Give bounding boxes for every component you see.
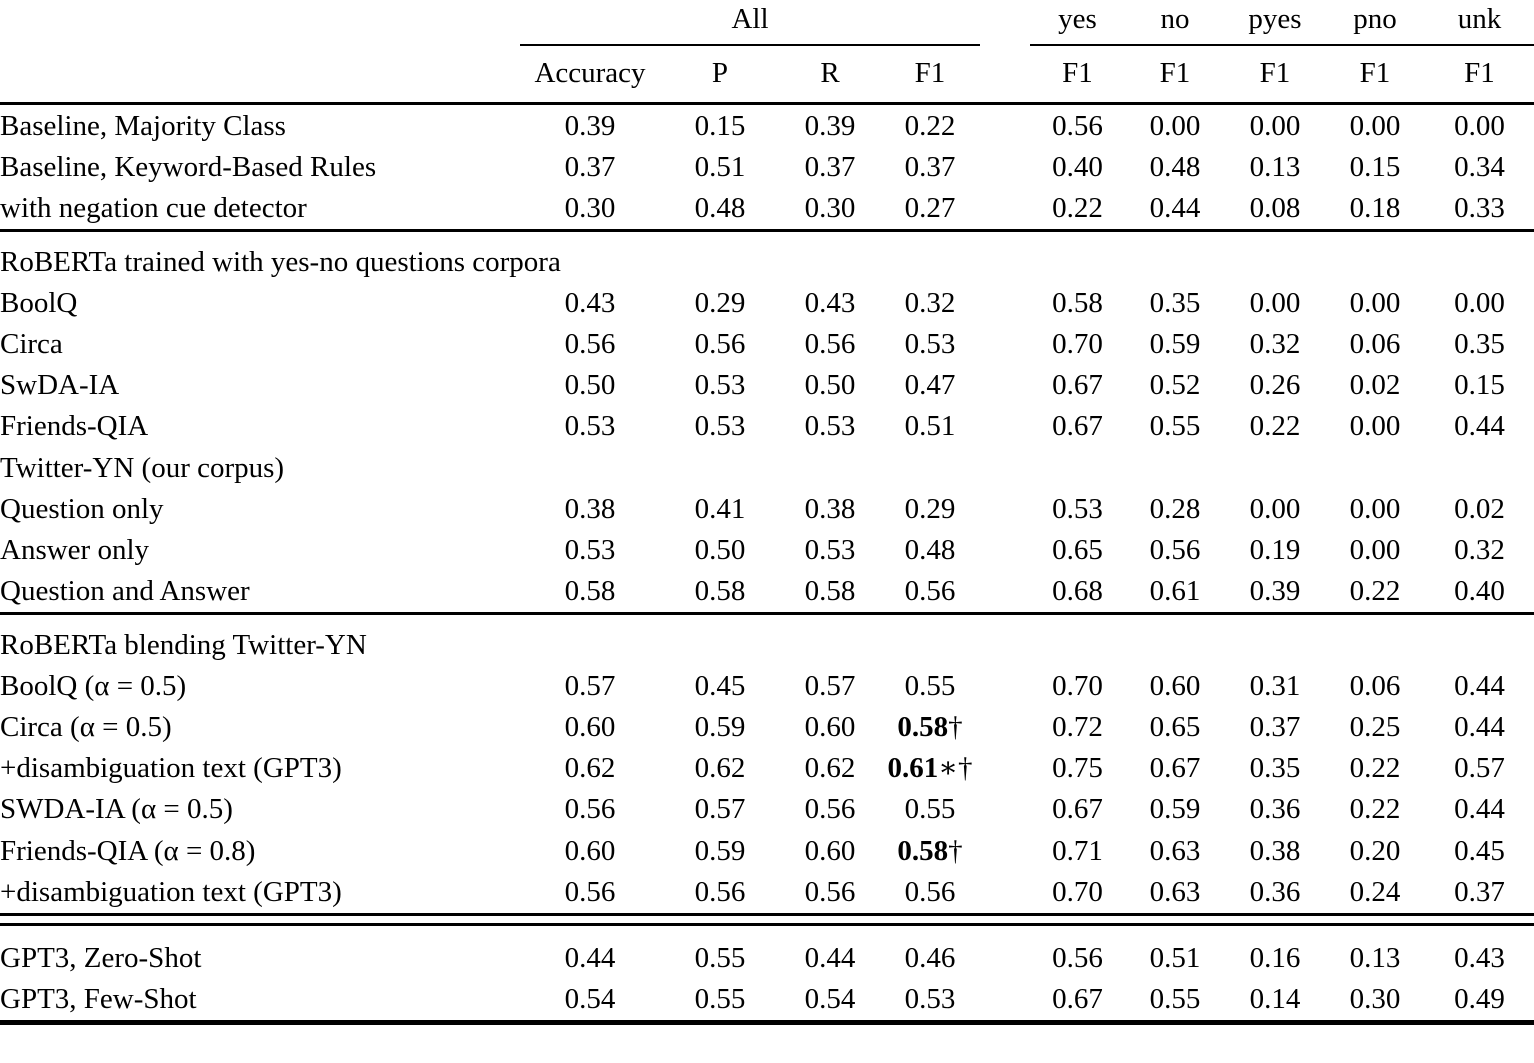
metric-cell: 0.13	[1249, 151, 1301, 184]
metric-cell: 0.53	[564, 410, 616, 443]
metric-cell: 0.22	[904, 109, 956, 142]
empty-corner-cell	[0, 0, 520, 45]
metric-cell: 0.00	[1454, 109, 1505, 142]
metric-cell: 0.37	[904, 151, 956, 184]
section-label: Twitter-YN (our corpus)	[0, 451, 285, 484]
metric-cell: 0.15	[694, 109, 746, 142]
row-label: Baseline, Majority Class	[0, 109, 286, 142]
metric-cell: 0.27	[904, 192, 956, 225]
sub-header-row	[0, 45, 1534, 104]
metric-cell: 0.61	[1149, 575, 1201, 608]
metric-cell: 0.00	[1349, 410, 1401, 443]
metric-cell: 0.37	[1454, 875, 1505, 908]
metric-cell: 0.00	[1349, 492, 1401, 525]
metric-cell: 0.71	[1052, 834, 1103, 867]
metric-cell: 0.65	[1149, 711, 1201, 743]
metric-cell: 0.44	[804, 942, 856, 975]
metric-cell: 0.15	[1349, 151, 1401, 184]
metric-cell: 0.58	[1052, 286, 1103, 319]
col-header-recall: R	[780, 45, 880, 104]
column-gap	[980, 789, 1030, 830]
row-label: GPT3, Zero-Shot	[0, 942, 202, 975]
metric-cell: 0.00	[1149, 109, 1201, 142]
section-divider	[0, 614, 1534, 625]
column-gap	[980, 188, 1030, 231]
metric-cell: 0.70	[1052, 875, 1103, 908]
table-row	[0, 979, 1534, 1023]
table-row	[0, 147, 1534, 188]
metric-cell: 0.57	[1454, 752, 1505, 785]
double-divider	[0, 914, 1534, 924]
metric-cell: 0.53	[804, 534, 856, 567]
metric-cell: 0.60	[804, 834, 856, 867]
column-gap	[980, 324, 1030, 365]
table-row	[0, 871, 1534, 914]
metric-cell: 0.30	[804, 192, 856, 225]
column-gap	[980, 571, 1030, 614]
table-row	[0, 789, 1534, 830]
metric-cell: 0.56	[904, 575, 956, 608]
metric-cell: 0.56	[804, 793, 856, 826]
metric-cell: 0.60	[804, 711, 856, 743]
group-header-all: All	[520, 0, 980, 45]
metric-cell: 0.53	[1052, 492, 1103, 525]
section-divider	[0, 231, 1534, 242]
metric-cell: 0.44	[1454, 669, 1505, 702]
metric-cell: 0.55	[904, 793, 956, 826]
col-header-f1-pyes: F1	[1225, 45, 1325, 104]
metric-cell: 0.30	[1349, 983, 1401, 1016]
metric-cell: 0.60	[564, 834, 616, 867]
metric-cell: 0.44	[564, 942, 616, 975]
metric-cell: 0.44	[1454, 711, 1505, 743]
metric-cell: 0.00	[1249, 286, 1301, 319]
metric-cell: 0.38	[564, 492, 616, 525]
metric-cell: 0.19	[1249, 534, 1301, 567]
table-header	[0, 0, 1534, 104]
row-label: BoolQ	[0, 286, 78, 319]
metric-cell: 0.53	[904, 983, 956, 1016]
row-label: SWDA-IA (α = 0.5)	[0, 793, 233, 826]
metric-cell: 0.55	[904, 669, 956, 702]
table-row	[0, 571, 1534, 614]
metric-cell: 0.63	[1149, 875, 1201, 908]
metric-cell: 0.45	[1454, 834, 1505, 867]
metric-cell: 0.40	[1454, 575, 1505, 608]
metric-cell: 0.53	[694, 410, 746, 443]
col-header-f1-yes: F1	[1030, 45, 1125, 104]
metric-cell: 0.22	[1349, 793, 1401, 826]
group-header-pno: pno	[1325, 0, 1425, 45]
metric-cell: 0.00	[1349, 534, 1401, 567]
metric-cell: 0.50	[564, 369, 616, 402]
metric-cell: 0.60	[1149, 669, 1201, 702]
group-header-pyes: pyes	[1225, 0, 1325, 45]
metric-cell: 0.75	[1052, 752, 1103, 785]
section-label: RoBERTa blending Twitter-YN	[0, 628, 367, 661]
metric-cell: 0.37	[564, 151, 616, 184]
metric-cell: 0.24	[1349, 875, 1401, 908]
col-header-precision: P	[660, 45, 780, 104]
metric-cell: 0.08	[1249, 192, 1301, 225]
metric-cell: 0.51	[904, 410, 956, 443]
metric-cell: 0.32	[1249, 328, 1301, 361]
table-row	[0, 707, 1534, 748]
metric-cell: 0.56	[1052, 109, 1103, 142]
column-gap	[980, 530, 1030, 571]
column-gap	[980, 488, 1030, 529]
divider-spacer	[0, 924, 1534, 938]
column-gap	[980, 979, 1030, 1023]
empty-corner-cell	[0, 45, 520, 104]
metric-cell: 0.22	[1349, 752, 1401, 785]
metric-cell: 0.56	[804, 328, 856, 361]
metric-cell: 0.62	[804, 752, 856, 785]
metric-cell: 0.06	[1349, 669, 1401, 702]
metric-cell: 0.48	[904, 534, 956, 567]
metric-cell: 0.57	[694, 793, 746, 826]
metric-cell: 0.53	[564, 534, 616, 567]
table-row	[0, 665, 1534, 706]
metric-cell: 0.48	[694, 192, 746, 225]
column-gap	[980, 871, 1030, 914]
column-gap	[980, 707, 1030, 748]
col-header-accuracy: Accuracy	[520, 45, 660, 104]
table-row	[0, 530, 1534, 571]
column-gap	[980, 748, 1030, 789]
metric-cell: 0.55	[694, 942, 746, 975]
metric-cell: 0.52	[1149, 369, 1201, 402]
metric-cell: 0.38	[1249, 834, 1301, 867]
metric-cell	[880, 830, 980, 871]
metric-cell: 0.55	[1149, 983, 1201, 1016]
metric-cell: 0.44	[1149, 192, 1201, 225]
col-header-f1-all: F1	[880, 45, 980, 104]
metric-cell: 0.14	[1249, 983, 1301, 1016]
metric-cell: 0.38	[804, 492, 856, 525]
metric-value-bold: 0.61	[887, 752, 939, 785]
metric-cell: 0.56	[904, 875, 956, 908]
column-gap	[980, 830, 1030, 871]
divider-line	[0, 614, 1534, 625]
table-row	[0, 938, 1534, 979]
metric-cell: 0.25	[1349, 711, 1401, 743]
table-row	[0, 282, 1534, 323]
metric-cell: 0.55	[1149, 410, 1201, 443]
table-row	[0, 188, 1534, 231]
row-label: Question only	[0, 492, 164, 525]
metric-cell: 0.35	[1454, 328, 1505, 361]
group-header-unk: unk	[1425, 0, 1534, 45]
metric-cell: 0.53	[904, 328, 956, 361]
metric-cell: 0.67	[1149, 752, 1201, 785]
table-row	[0, 488, 1534, 529]
metric-cell: 0.57	[804, 669, 856, 702]
metric-cell: 0.53	[804, 410, 856, 443]
row-label: with negation cue detector	[0, 192, 307, 225]
metric-cell: 0.32	[904, 286, 956, 319]
table-row	[0, 104, 1534, 147]
metric-cell: 0.34	[1454, 151, 1505, 184]
row-label: Answer only	[0, 534, 150, 567]
significance-marker: †	[948, 834, 963, 867]
metric-cell: 0.53	[694, 369, 746, 402]
column-gap	[980, 104, 1030, 147]
column-group-row	[0, 0, 1534, 45]
metric-cell: 0.67	[1052, 369, 1103, 402]
metric-cell: 0.00	[1454, 286, 1505, 319]
metric-cell: 0.56	[564, 328, 616, 361]
metric-cell: 0.41	[694, 492, 746, 525]
divider-line	[0, 231, 1534, 242]
metric-cell: 0.48	[1149, 151, 1201, 184]
group-header-yes: yes	[1030, 0, 1125, 45]
metric-cell: 0.36	[1249, 793, 1301, 826]
metric-cell: 0.02	[1349, 369, 1401, 402]
row-label: BoolQ (α = 0.5)	[0, 669, 187, 702]
row-label: Friends-QIA (α = 0.8)	[0, 834, 256, 867]
metric-cell: 0.33	[1454, 192, 1505, 225]
metric-cell: 0.62	[694, 752, 746, 785]
row-label: Circa (α = 0.5)	[0, 711, 172, 743]
row-label: +disambiguation text (GPT3)	[0, 875, 342, 908]
metric-cell: 0.44	[1454, 410, 1505, 443]
metric-cell: 0.16	[1249, 942, 1301, 975]
metric-cell: 0.67	[1052, 410, 1103, 443]
metric-cell: 0.20	[1349, 834, 1401, 867]
metric-cell: 0.67	[1052, 793, 1103, 826]
metric-cell: 0.58	[564, 575, 616, 608]
metric-cell: 0.32	[1454, 534, 1505, 567]
metric-cell: 0.56	[564, 875, 616, 908]
metric-cell: 0.22	[1249, 410, 1301, 443]
metric-cell	[880, 707, 980, 748]
metric-cell: 0.59	[694, 834, 746, 867]
metric-cell: 0.37	[1249, 711, 1301, 743]
metric-cell: 0.28	[1149, 492, 1201, 525]
metric-cell: 0.70	[1052, 669, 1103, 702]
metric-cell: 0.56	[1052, 942, 1103, 975]
metric-cell: 0.15	[1454, 369, 1505, 402]
metric-cell: 0.65	[1052, 534, 1103, 567]
row-label: SwDA-IA	[0, 369, 120, 402]
metric-cell	[880, 748, 980, 789]
metric-cell: 0.30	[564, 192, 616, 225]
metric-cell: 0.39	[804, 109, 856, 142]
metric-cell: 0.70	[1052, 328, 1103, 361]
metric-cell: 0.00	[1349, 109, 1401, 142]
metric-cell: 0.35	[1249, 752, 1301, 785]
metric-cell: 0.45	[694, 669, 746, 702]
table-row	[0, 830, 1534, 871]
metric-cell: 0.22	[1052, 192, 1103, 225]
metric-cell: 0.59	[694, 711, 746, 743]
column-gap	[980, 282, 1030, 323]
metric-cell: 0.50	[804, 369, 856, 402]
metric-cell: 0.60	[564, 711, 616, 743]
table-row	[0, 365, 1534, 406]
column-gap	[980, 665, 1030, 706]
col-header-f1-no: F1	[1125, 45, 1225, 104]
section-header-row	[0, 624, 1534, 665]
group-header-no: no	[1125, 0, 1225, 45]
metric-cell: 0.43	[1454, 942, 1505, 975]
metric-cell: 0.46	[904, 942, 956, 975]
metric-cell: 0.22	[1349, 575, 1401, 608]
metric-cell: 0.58	[804, 575, 856, 608]
metric-cell: 0.00	[1249, 492, 1301, 525]
metric-cell: 0.35	[1149, 286, 1201, 319]
metric-cell: 0.56	[694, 875, 746, 908]
metric-cell: 0.36	[1249, 875, 1301, 908]
metric-cell: 0.67	[1052, 983, 1103, 1016]
table-body	[0, 104, 1534, 1023]
metric-value-bold: 0.58	[897, 711, 949, 743]
col-header-f1-pno: F1	[1325, 45, 1425, 104]
metric-cell: 0.18	[1349, 192, 1401, 225]
metric-cell: 0.13	[1349, 942, 1401, 975]
metric-cell: 0.44	[1454, 793, 1505, 826]
metric-cell: 0.59	[1149, 328, 1201, 361]
metric-cell: 0.63	[1149, 834, 1201, 867]
metric-cell: 0.58	[694, 575, 746, 608]
section-header-row	[0, 241, 1534, 282]
divider-spacer-cell	[0, 924, 1534, 938]
section-label: RoBERTa trained with yes-no questions corpora	[0, 245, 561, 278]
section-header-row	[0, 447, 1534, 488]
table-row	[0, 406, 1534, 447]
metric-cell: 0.68	[1052, 575, 1103, 608]
row-label: +disambiguation text (GPT3)	[0, 752, 342, 785]
metric-cell: 0.51	[1149, 942, 1201, 975]
metric-cell: 0.54	[804, 983, 856, 1016]
metric-cell: 0.54	[564, 983, 616, 1016]
significance-marker: ∗†	[938, 752, 973, 785]
row-label: Circa	[0, 328, 63, 361]
metric-value-bold: 0.58	[897, 834, 949, 867]
metric-cell: 0.56	[564, 793, 616, 826]
col-header-f1-unk: F1	[1425, 45, 1534, 104]
table-row	[0, 324, 1534, 365]
column-gap	[980, 365, 1030, 406]
significance-marker: †	[948, 711, 963, 743]
metric-cell: 0.59	[1149, 793, 1201, 826]
metric-cell: 0.29	[694, 286, 746, 319]
column-gap	[980, 938, 1030, 979]
column-gap	[980, 45, 1030, 104]
column-gap	[980, 147, 1030, 188]
column-gap	[980, 406, 1030, 447]
divider-line	[0, 914, 1534, 924]
metric-cell: 0.55	[694, 983, 746, 1016]
metric-cell: 0.26	[1249, 369, 1301, 402]
metric-cell: 0.00	[1249, 109, 1301, 142]
metric-cell: 0.37	[804, 151, 856, 184]
metric-cell: 0.51	[694, 151, 746, 184]
metric-cell: 0.39	[564, 109, 616, 142]
column-gap	[980, 0, 1030, 45]
row-label: Friends-QIA	[0, 410, 149, 443]
metric-cell: 0.31	[1249, 669, 1301, 702]
metric-cell: 0.29	[904, 492, 956, 525]
metric-cell: 0.00	[1349, 286, 1401, 319]
metric-cell: 0.56	[694, 328, 746, 361]
metric-cell: 0.57	[564, 669, 616, 702]
table-row	[0, 748, 1534, 789]
metric-cell: 0.72	[1052, 711, 1103, 743]
metric-cell: 0.56	[1149, 534, 1201, 567]
metric-cell: 0.47	[904, 369, 956, 402]
row-label: Question and Answer	[0, 575, 250, 608]
metric-cell: 0.62	[564, 752, 616, 785]
metric-cell: 0.02	[1454, 492, 1505, 525]
metric-cell: 0.43	[564, 286, 616, 319]
metric-cell: 0.40	[1052, 151, 1103, 184]
metric-cell: 0.50	[694, 534, 746, 567]
row-label: GPT3, Few-Shot	[0, 983, 197, 1016]
metric-cell: 0.43	[804, 286, 856, 319]
metric-cell: 0.39	[1249, 575, 1301, 608]
metric-cell: 0.49	[1454, 983, 1505, 1016]
metric-cell: 0.06	[1349, 328, 1401, 361]
row-label: Baseline, Keyword-Based Rules	[0, 151, 377, 184]
metric-cell: 0.56	[804, 875, 856, 908]
